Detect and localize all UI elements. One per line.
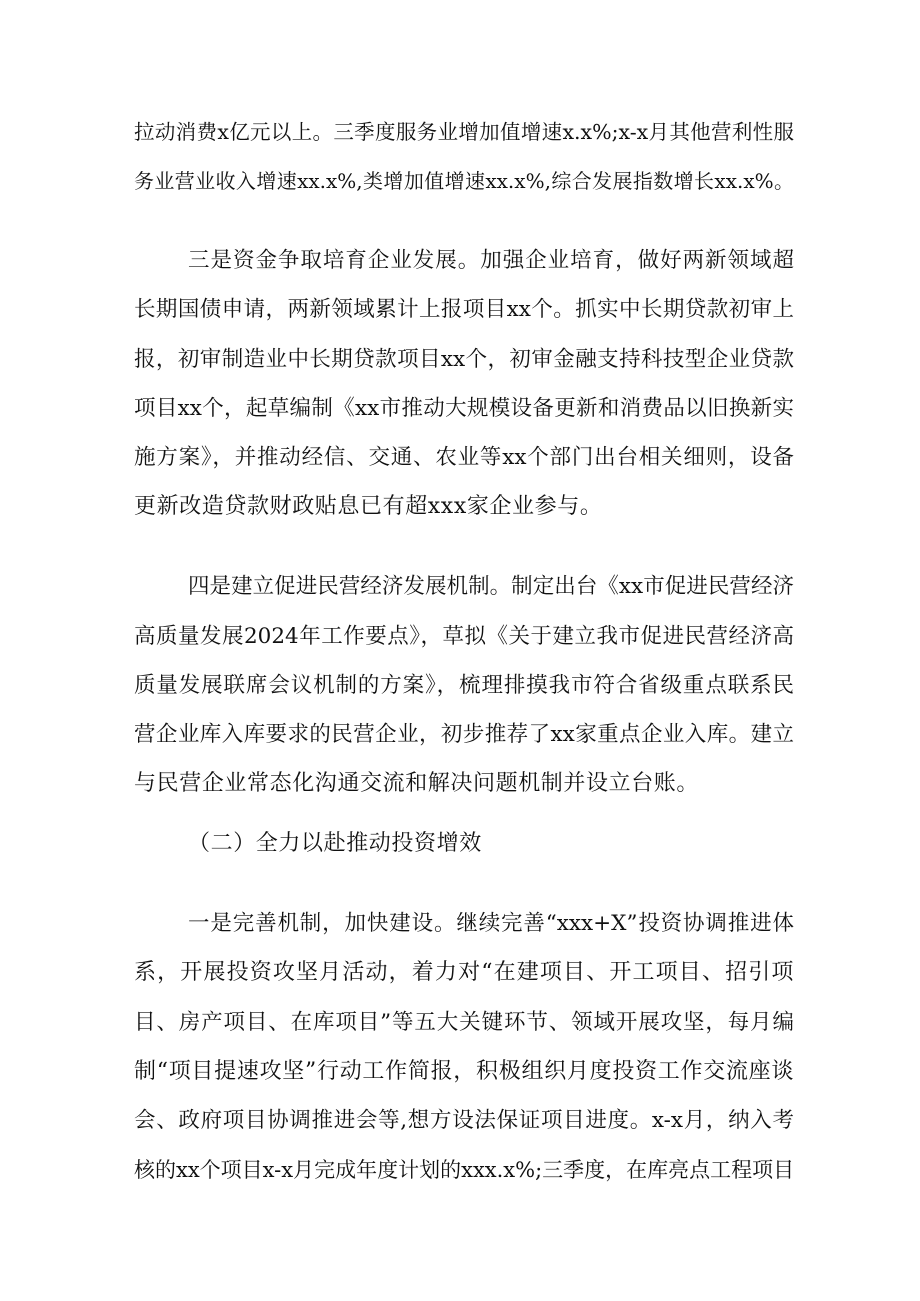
- paragraph-line: 三是资金争取培育企业发展。加强企业培育，做好两新领域超: [188, 248, 794, 273]
- section-heading: （二）全力以赴推动投资增效: [188, 831, 482, 856]
- paragraph-line: 系，开展投资攻坚月活动，着力对“在建项目、开工项目、招引项: [134, 960, 794, 985]
- paragraph-line: 长期国债申请，两新领域累计上报项目xx个。抓实中长期贷款初审上: [134, 297, 794, 322]
- paragraph-line: 一是完善机制，加快建设。继续完善“xxx+X”投资协调推进体: [188, 911, 794, 936]
- paragraph-line: 务业营业收入增速xx.x%,类增加值增速xx.x%,综合发展指数增长xx.x%。: [134, 169, 794, 193]
- paragraph-line: 目、房产项目、在库项目”等五大关键环节、领域开展攻坚，每月编: [134, 1010, 794, 1035]
- paragraph-line: 高质量发展2024年工作要点》，草拟《关于建立我市促进民营经济高: [134, 624, 794, 649]
- paragraph-line: 拉动消费x亿元以上。三季度服务业增加值增速x.x%;x-x月其他营利性服: [134, 120, 794, 144]
- paragraph-line: 营企业库入库要求的民营企业，初步推荐了xx家重点企业入库。建立: [134, 722, 794, 747]
- paragraph-line: 会、政府项目协调推进会等,想方设法保证项目进度。x-x月，纳入考: [134, 1108, 794, 1133]
- paragraph-line: 施方案》，并推动经信、交通、农业等xx个部门出台相关细则，设备: [134, 445, 794, 470]
- paragraph-line: 制“项目提速攻坚”行动工作简报，积极组织月度投资工作交流座谈: [134, 1059, 794, 1084]
- paragraph-line: 与民营企业常态化沟通交流和解决问题机制并设立台账。: [134, 771, 700, 796]
- paragraph-line: 报，初审制造业中长期贷款项目xx个，初审金融支持科技型企业贷款: [134, 347, 794, 372]
- paragraph-line: 质量发展联席会议机制的方案》，梳理排摸我市符合省级重点联系民: [134, 673, 794, 698]
- paragraph-line: 项目xx个，起草编制《xx市推动大规模设备更新和消费品以旧换新实: [134, 396, 794, 421]
- paragraph-line: 核的xx个项目x-x月完成年度计划的xxx.x%;三季度，在库亮点工程项目: [134, 1158, 795, 1182]
- paragraph-line: 更新改造贷款财政贴息已有超xxx家企业参与。: [134, 494, 603, 519]
- paragraph-line: 四是建立促进民营经济发展机制。制定出台《xx市促进民营经济: [188, 574, 794, 599]
